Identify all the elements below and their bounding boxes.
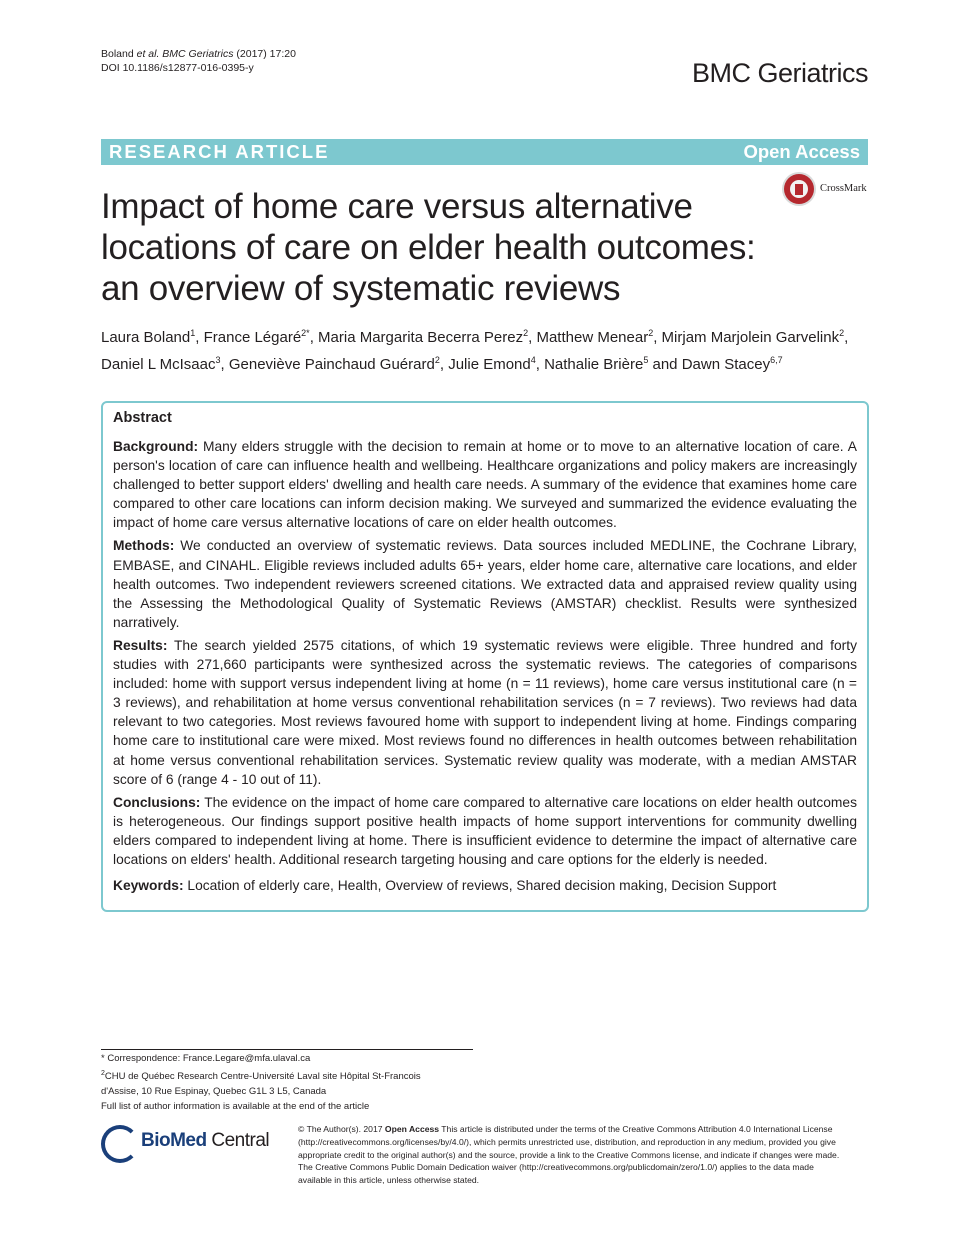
abstract-heading: Abstract	[113, 410, 172, 426]
title-line: an overview of systematic reviews	[101, 269, 621, 308]
affiliation-mark: 2	[434, 355, 440, 365]
footnote-divider	[101, 1049, 473, 1050]
title-line: Impact of home care versus alternative	[101, 187, 693, 226]
abstract-background: Background: Many elders struggle with the decision to remain at home or to move to an alternative location of care. A person's location of care can influence health and wellbeing. Healthcare organizations and policy makers are increasingly challenged to better support elders' dwelling and health care needs. A summary of the evidence that examines home care compared to other care locations can inform decision making. We surveyed and summarized the evidence evaluating the impact of home care versus alternative locations of care on elder health outcomes.	[113, 439, 857, 531]
article-type-banner	[101, 139, 868, 165]
abstract-keywords: Keywords: Location of elderly care, Health, Overview of reviews, Shared decision making, Decision Support	[113, 878, 777, 894]
article-title	[101, 186, 791, 309]
author: Nathalie Brière$^5$ and	[544, 355, 682, 373]
author: Matthew Menear$^2$,	[536, 328, 662, 346]
section-label: Conclusions:	[113, 794, 201, 810]
journal-name: BMC Geriatrics	[691, 58, 868, 88]
author: Daniel L McIsaac$^3$,	[101, 355, 229, 373]
crossmark-label: CrossMark	[820, 183, 867, 194]
author: Maria Margarita Becerra Perez$^2$,	[318, 328, 537, 346]
section-label: Results:	[113, 637, 168, 653]
affiliation-mark: 3	[215, 355, 221, 365]
abstract-box	[101, 401, 869, 912]
author: France Légaré$^{2*}$,	[203, 328, 319, 346]
affiliation-mark: 2	[839, 328, 845, 338]
author: Geneviève Painchaud Guérard$^2$,	[228, 355, 449, 373]
open-access-bold: Open Access	[384, 1124, 440, 1134]
correspondence[interactable]: * Correspondence: France.Legare@mfa.ulaval.ca	[101, 1053, 311, 1064]
author: Julie Emond$^4$,	[448, 355, 545, 373]
affiliation-footnote: $^2$CHU de Québec Research Centre-Université Laval site Hôpital St-Francois	[101, 1070, 421, 1083]
author: Mirjam Marjolein Garvelink$^2$,	[661, 328, 849, 346]
biomed-central-arc-icon	[101, 1125, 139, 1163]
biomed-central-logo	[101, 1125, 286, 1161]
abstract-results: Results: The search yielded 2575 citations, of which 19 systematic reviews were eligible. Three hundred and forty studies with 271,660 participants were synthesized across the systematic reviews. The categories of comparisons included: home with support versus independent living at home (n = 11 reviews), home care versus institutional care (n = 3 reviews), and rehabilitation at home versus conventional rehabilitation services (n = 7 reviews). Two reviews had data relevant to two categories. Most reviews favoured home with support to independent living at home. Findings comparing home care to institutional care were mixed. Most reviews found no differences in health outcomes between rehabilitation at home versus conventional rehabilitation services. Systematic review quality was moderate, with a median AMSTAR score of 6 (range 4 - 10 out of 11).	[113, 637, 857, 787]
title-line: locations of care on elder health outcomes:	[101, 228, 756, 267]
author-list	[101, 322, 871, 376]
citation-journal: et al. BMC Geriatrics	[136, 48, 234, 60]
doi[interactable]: DOI 10.1186/s12877-016-0395-y	[101, 62, 254, 74]
abstract-conclusions: Conclusions: The evidence on the impact of home care compared to alternative care locations on elder health outcomes is heterogeneous. Our findings support positive health impacts of home support interventions for community dwelling elders compared to independent living at home. There is insufficient evidence to determine the impact of alternative care locations on elders' health. Additional research targeting housing and care options for the elderly is needed.	[113, 794, 858, 867]
citation-authors: Boland	[101, 48, 137, 60]
crossmark-badge[interactable]	[784, 174, 872, 210]
affiliation-mark: 6,7	[770, 355, 783, 365]
article-type: RESEARCH ARTICLE	[109, 141, 330, 162]
section-label: Background:	[113, 439, 199, 454]
article-citation	[101, 47, 296, 75]
open-access-label: Open Access	[743, 141, 860, 162]
section-label: Methods:	[113, 538, 175, 554]
affiliation-mark: 2	[648, 328, 654, 338]
citation-line	[101, 47, 296, 61]
license-statement: © The Author(s). 2017 Open Access This article is distributed under the terms of the Creative Commons Attribution 4.0 International License (http://creativecommons.org/licenses/by/4.0/), which permits unrestricted use, distribution, and reproduction in any medium, provided you give appropriate credit to the original author(s) and the source, provide a link to the Creative Commons license, and indicate if changes were made. The Creative Commons Public Domain Dedication waiver (http://creativecommons.org/publicdomain/zero/1.0/) applies to the data made available in this article, unless otherwise stated.	[298, 1124, 840, 1186]
section-label: Keywords:	[113, 878, 184, 894]
affiliation-mark: 4	[530, 355, 536, 365]
affiliation-mark: 2	[523, 328, 529, 338]
affiliation-mark: 2*	[301, 328, 310, 338]
logo-wordmark: BioMed Central	[141, 1130, 270, 1151]
affiliation-mark: 1	[190, 328, 196, 338]
author: Laura Boland$^1$,	[101, 328, 204, 346]
citation-year: (2017) 17:20	[233, 48, 296, 60]
author: Dawn Stacey$^{6,7}$	[681, 355, 783, 373]
affiliation-mark: 5	[643, 355, 649, 365]
abstract-methods: Methods: We conducted an overview of systematic reviews. Data sources included MEDLINE, the Cochrane Library, EMBASE, and CINAHL. Eligible reviews included adults 65+ years, elder home care, alternative care locations, and elder health outcomes. Two independent reviewers screened citations. We extracted data and appraised review quality using the Assessing the Methodological Quality of Systematic Reviews (AMSTAR) checklist. Results were synthesized narratively.	[113, 538, 857, 630]
affiliation-address: d'Assise, 10 Rue Espinay, Quebec G1L 3 L5, Canada	[101, 1086, 327, 1098]
footnotes	[101, 1051, 481, 1114]
author-info-note: Full list of author information is available at the end of the article	[101, 1101, 370, 1113]
